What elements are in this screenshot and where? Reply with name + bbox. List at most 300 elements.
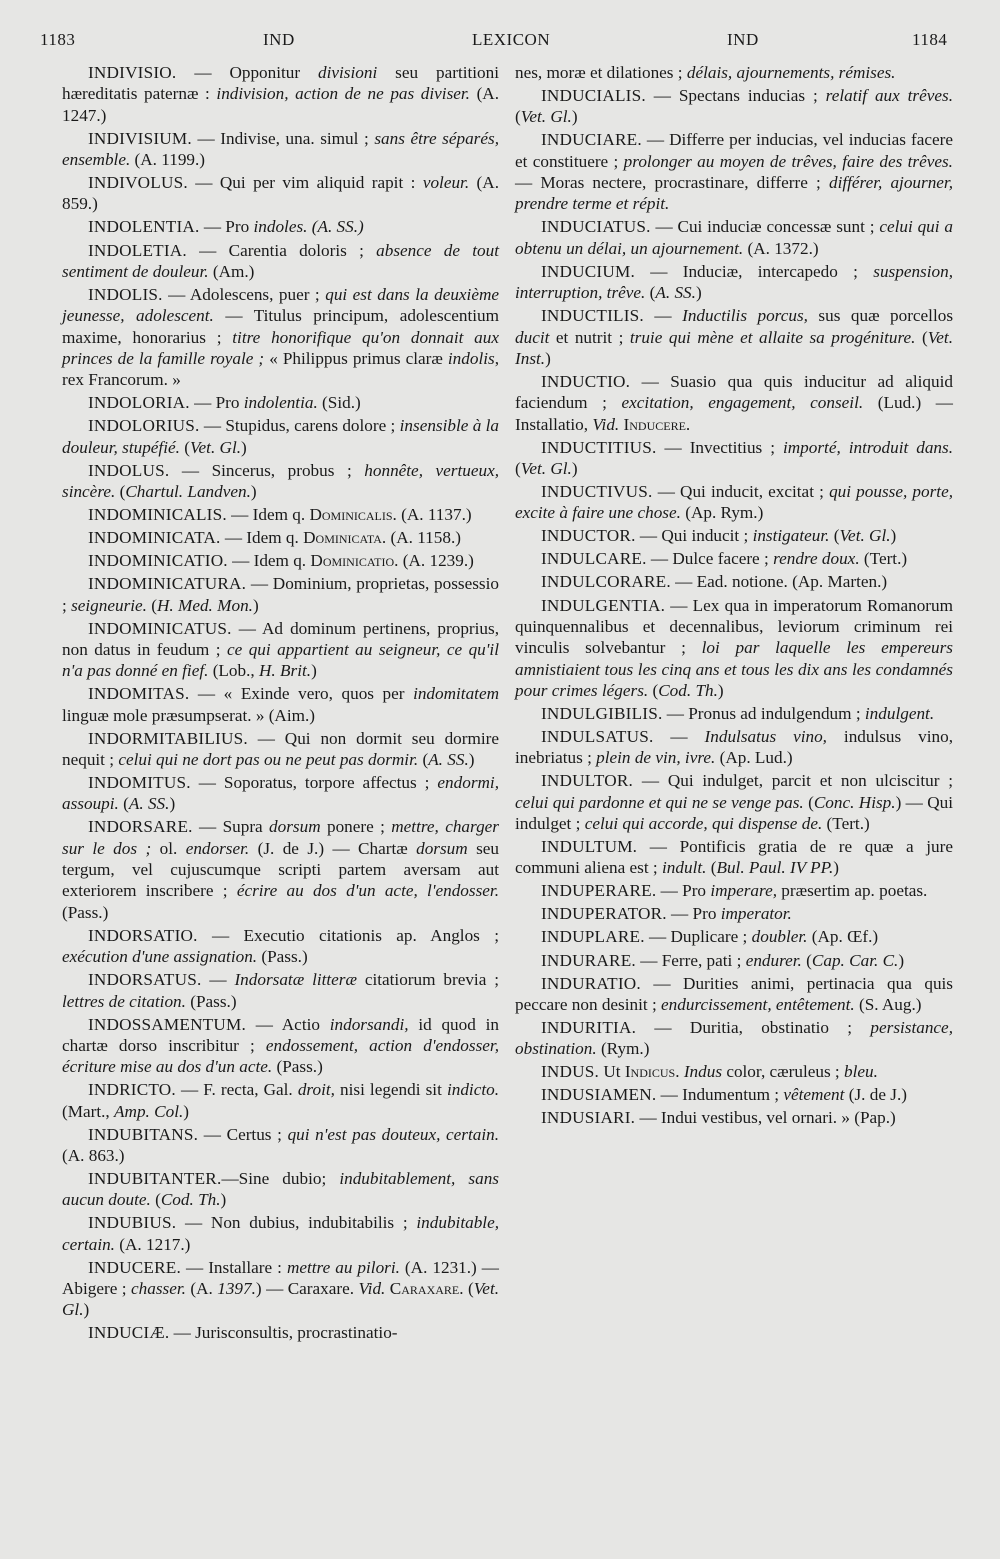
- french-gloss: ducit: [515, 327, 550, 347]
- french-gloss: Cod. Th.: [160, 1190, 221, 1210]
- definition-text: (: [648, 680, 659, 700]
- definition-text: — F. recta, Gal.: [175, 1080, 298, 1100]
- cross-reference: Dominicatio.: [310, 551, 399, 571]
- french-gloss: absence de tout sentiment de douleur.: [62, 240, 499, 281]
- french-gloss: chasser.: [131, 1279, 186, 1299]
- definition-text: ): [220, 1190, 227, 1210]
- dictionary-entry: [62, 772, 499, 815]
- definition-text: — Pro: [189, 393, 244, 413]
- french-gloss: titre honorifique qu'on donnait aux princes de la famille royale ;: [62, 327, 499, 368]
- definition-text: (Sid.): [317, 393, 361, 413]
- definition-text: ): [169, 794, 176, 814]
- cross-reference: Dominicalis.: [309, 505, 397, 525]
- definition-text: (A. 1239.): [398, 551, 474, 571]
- french-gloss: importé, introduit dans.: [782, 437, 954, 457]
- french-gloss: dorsum: [416, 838, 468, 858]
- definition-text: (A. 1158.): [386, 528, 461, 548]
- headword: INDOLETIA.: [88, 240, 187, 260]
- french-gloss: Indorsatæ litteræ: [234, 970, 357, 990]
- definition-text: (: [706, 858, 717, 878]
- french-gloss: différer, ajourner, prendre terme et répit.: [515, 173, 954, 214]
- definition-text: (Ap. Œf.): [807, 927, 879, 947]
- french-gloss: indubitablement, sans aucun doute.: [62, 1169, 499, 1210]
- definition-text: — Adolescens, puer ;: [162, 284, 326, 304]
- french-gloss: Inductilis porcus,: [682, 306, 808, 326]
- definition-text: , rex Francorum. »: [62, 348, 499, 390]
- french-gloss: Cod. Th.: [658, 680, 718, 700]
- headword: INDUCIALIS.: [541, 86, 646, 106]
- headword: INDUCIUM.: [541, 261, 635, 281]
- french-gloss: divisioni: [318, 63, 378, 82]
- definition-text: ): [468, 749, 475, 769]
- definition-text: — Ead. notione. (Ap. Marten.): [670, 572, 888, 592]
- definition-text: (: [515, 459, 521, 478]
- french-gloss: celui qui accorde, qui dispense de.: [584, 814, 823, 833]
- definition-text: — Idem q.: [227, 551, 311, 571]
- headword: INDUCERE.: [88, 1257, 181, 1277]
- french-gloss: écrire au dos d'un acte, l'endosser.: [236, 881, 499, 901]
- french-gloss: prolonger au moyen de trêves, faire des trêves.: [623, 151, 953, 171]
- headword: INDUCIÆ.: [88, 1323, 170, 1343]
- definition-text: seu partitioni hæreditatis paternæ :: [62, 63, 500, 104]
- definition-text: — Induciæ, intercapedo ;: [634, 261, 874, 281]
- dictionary-entry: [62, 460, 499, 503]
- dictionary-entry: [62, 62, 499, 126]
- french-gloss: mettre, charger sur le dos ;: [62, 817, 499, 858]
- headword: INDIVISIO.: [88, 63, 177, 82]
- definition-text: (: [146, 595, 158, 615]
- dictionary-entry: [62, 683, 499, 726]
- headword: INDUPERATOR.: [541, 904, 667, 924]
- definition-text: (J. de J.): [844, 1085, 907, 1105]
- french-gloss: qui pousse, porte, excite à faire une chose.: [515, 482, 953, 523]
- definition-text: — Installare :: [180, 1257, 287, 1277]
- dictionary-entry: [515, 880, 953, 901]
- headword: INDUCTITIUS.: [541, 437, 657, 457]
- definition-text: (A. 863.): [62, 1145, 125, 1165]
- french-gloss: exécution d'une assignation.: [62, 947, 258, 967]
- definition-text: — Idem q.: [226, 505, 310, 525]
- french-gloss: lettres de citation.: [62, 991, 186, 1011]
- definition-text: ): [545, 348, 551, 368]
- french-gloss: indivision, action de ne pas diviser.: [216, 84, 470, 104]
- dictionary-entry: [62, 728, 499, 771]
- definition-text: — Sincerus, probus ;: [169, 460, 365, 480]
- definition-text: (A. 859.): [62, 173, 499, 214]
- dictionary-entry: [515, 926, 953, 947]
- definition-text: — Actio: [245, 1014, 330, 1034]
- headword: INDUBITANS.: [88, 1124, 199, 1144]
- dictionary-entry: [515, 1017, 953, 1060]
- headword: INDUSIAMEN.: [541, 1085, 657, 1105]
- french-gloss: ce qui appartient au seigneur, ce qu'il n'a pas donné en fief.: [62, 639, 499, 681]
- french-gloss: Bul. Paul. IV PP.: [716, 858, 834, 878]
- definition-text: — Spectans inducias ;: [645, 86, 826, 106]
- definition-text: —: [643, 306, 683, 326]
- definition-text: (Tert.): [859, 549, 908, 569]
- french-gloss: qui est dans la deuxième jeunesse, adolescent.: [62, 284, 499, 326]
- definition-text: (S. Aug.): [854, 994, 922, 1014]
- cross-reference: Caraxare.: [389, 1279, 464, 1299]
- dictionary-entry: [515, 1084, 953, 1105]
- headword: INDOMINICATA.: [88, 528, 221, 548]
- dictionary-entry: [62, 1079, 499, 1122]
- dictionary-entry: [62, 415, 499, 458]
- headword: INDUBITANTER.: [88, 1169, 222, 1188]
- definition-text: (Ap. Lud.): [715, 748, 793, 768]
- french-gloss: excitation, engagement, conseil.: [621, 393, 864, 413]
- french-gloss: Indus: [683, 1062, 723, 1082]
- french-gloss: Vet. Gl.: [839, 526, 891, 546]
- definition-text: color, cæruleus ;: [722, 1062, 844, 1082]
- definition-text: nes, moræ et dilationes ;: [515, 63, 687, 82]
- definition-text: (: [150, 1190, 161, 1210]
- headword: INDRICTO.: [88, 1080, 176, 1100]
- headword: INDORMITABILIUS.: [88, 728, 248, 748]
- definition-text: ol.: [151, 838, 186, 858]
- dictionary-entry: [62, 1322, 499, 1343]
- definition-text: (Pass.): [272, 1057, 323, 1077]
- french-gloss: relatif aux trêves.: [825, 86, 953, 106]
- definition-text: — Soporatus, torpore affectus ;: [190, 773, 438, 792]
- definition-text: indulsus vino, inebriatus ;: [515, 726, 953, 768]
- french-gloss: délais, ajournements, rémises.: [686, 63, 896, 82]
- definition-text: (Ap. Rym.): [680, 503, 764, 523]
- french-gloss: doubler.: [751, 927, 808, 947]
- definition-text: — Ad dominum pertinens, proprius, non datus in feudum ;: [62, 618, 499, 659]
- dictionary-entry: [62, 816, 499, 923]
- dictionary-entry: [515, 261, 953, 304]
- definition-text: —: [201, 970, 235, 990]
- definition-text: — Stupidus, carens dolore ;: [199, 416, 400, 436]
- left-page-number: 1183: [40, 30, 76, 49]
- french-gloss: droit,: [297, 1080, 335, 1100]
- right-running-head: IND: [727, 30, 759, 49]
- french-gloss: dorsum: [269, 817, 321, 837]
- french-gloss: Vid.: [592, 414, 620, 434]
- headword: INDOMINICATURA.: [88, 574, 247, 594]
- french-gloss: truie qui mène et allaite sa progéniture.: [629, 327, 916, 347]
- definition-text: (Mart.,: [62, 1101, 115, 1121]
- definition-text: — Executio citationis ap. Anglos ;: [197, 925, 499, 945]
- headword: INDUCTIVUS.: [541, 482, 653, 502]
- definition-text: (Pass.): [62, 902, 109, 922]
- headword: INDULGENTIA.: [541, 595, 666, 615]
- definition-text: — Pro: [666, 904, 721, 924]
- french-gloss: celui qui ne dort pas ou ne peut pas dormir.: [118, 749, 419, 769]
- dictionary-entry: [515, 525, 953, 546]
- definition-text: — Carentia doloris ;: [186, 240, 377, 260]
- headword: INDUBIUS.: [88, 1213, 177, 1233]
- french-gloss: mettre au pilori.: [286, 1257, 400, 1277]
- french-gloss: endorser.: [185, 838, 250, 858]
- headword: INDUCIATUS.: [541, 217, 651, 237]
- headword: INDULTUM.: [541, 837, 638, 857]
- dictionary-entry: [515, 1107, 953, 1128]
- definition-text: — Opponitur: [176, 63, 319, 82]
- definition-text: (A. 1137.): [396, 505, 472, 525]
- dictionary-entry: [62, 240, 499, 283]
- definition-text: —Sine dubio;: [221, 1169, 340, 1188]
- definition-text: (: [463, 1279, 474, 1299]
- definition-text: ): [695, 283, 702, 303]
- dictionary-entry: [62, 925, 499, 968]
- definition-text: (Lud.) — Installatio,: [515, 393, 953, 434]
- definition-text: (: [829, 526, 840, 546]
- definition-text: ): [571, 107, 578, 127]
- dictionary-entry: [515, 548, 953, 569]
- dictionary-entry: [62, 1212, 499, 1255]
- definition-text: — Pro: [656, 881, 711, 901]
- definition-text: — Indumentum ;: [656, 1085, 784, 1105]
- definition-text: ponere ;: [320, 817, 392, 837]
- headword: INDULTOR.: [541, 771, 634, 791]
- dictionary-entry: [515, 1061, 953, 1082]
- definition-text: (A. 1217.): [114, 1234, 191, 1254]
- definition-text: — Moras nectere, procrastinare, differre ;: [515, 173, 829, 193]
- french-gloss: H. Med. Mon.: [157, 595, 253, 615]
- dictionary-entry: [515, 726, 953, 769]
- dictionary-entry: [515, 62, 953, 83]
- french-gloss: Chartul. Landven.: [125, 482, 251, 502]
- french-gloss: indicto.: [446, 1080, 499, 1100]
- french-gloss: indolis: [447, 348, 495, 368]
- right-page-number: 1184: [912, 30, 948, 49]
- headword: INDOSSAMENTUM.: [88, 1014, 246, 1034]
- headword: INDOMINICATUS.: [88, 618, 232, 638]
- dictionary-entry: [515, 437, 953, 480]
- dictionary-entry: [515, 85, 953, 128]
- french-gloss: indubitable, certain.: [62, 1213, 499, 1254]
- headword: INDUPLARE.: [541, 927, 645, 947]
- headword: INDIVISIUM.: [88, 128, 192, 148]
- definition-text: — Invectitius ;: [656, 437, 783, 457]
- headword: INDUCTILIS.: [541, 306, 644, 326]
- french-gloss: Amp. Col.: [114, 1101, 184, 1121]
- definition-text: id quod in chartæ dorso inscribitur ;: [62, 1014, 499, 1055]
- french-gloss: H. Brit.: [259, 661, 312, 681]
- definition-text: — Durities animi, pertinacia qua quis peccare non desinit ;: [515, 973, 953, 1014]
- dictionary-entry: [515, 305, 953, 369]
- definition-text: ) — Caraxare.: [255, 1279, 359, 1299]
- definition-text: (: [515, 107, 521, 127]
- french-gloss: Indulsatus vino,: [704, 726, 827, 746]
- headword: INDUCIARE.: [541, 130, 642, 150]
- french-gloss: indolentia.: [243, 393, 318, 413]
- definition-text: præsertim ap. poetas.: [777, 881, 928, 901]
- headword: INDULCORARE.: [541, 572, 671, 592]
- headword: INDULSATUS.: [541, 726, 654, 746]
- definition-text: ): [252, 595, 259, 615]
- dictionary-entry: [515, 973, 953, 1016]
- headword: INDURITIA.: [541, 1017, 637, 1037]
- french-gloss: endurer.: [745, 950, 802, 970]
- headword: INDOLORIUS.: [88, 416, 200, 436]
- dictionary-entry: [62, 128, 499, 171]
- headword: INDOMITAS.: [88, 684, 190, 704]
- definition-text: ): [717, 680, 724, 700]
- dictionary-entry: [515, 481, 953, 524]
- french-gloss: imperare,: [710, 881, 777, 901]
- french-gloss: Vet. Gl.: [520, 459, 572, 478]
- dictionary-entry: [515, 129, 953, 214]
- definition-text: ): [183, 1101, 189, 1121]
- headword: INDULCARE.: [541, 549, 647, 569]
- definition-text: — Pontificis gratia de re quæ a jure communi aliena est ;: [515, 837, 953, 878]
- french-gloss: Vet. Gl.: [189, 437, 242, 457]
- cross-reference: Dominicata.: [303, 528, 387, 548]
- dictionary-entry: [62, 216, 499, 237]
- headword: INDORSATIO.: [88, 925, 198, 945]
- definition-text: — Differre per inducias, vel inducias facere et constituere ;: [515, 130, 953, 171]
- french-gloss: Cap. Car. C.: [811, 950, 899, 970]
- dictionary-entry: [62, 1014, 499, 1078]
- definition-text: ): [311, 661, 317, 681]
- french-gloss: vêtement: [783, 1085, 845, 1105]
- definition-text: citatiorum brevia ;: [356, 970, 499, 990]
- french-gloss: plein de vin, ivre.: [596, 748, 716, 768]
- french-gloss: rendre doux.: [773, 549, 860, 569]
- right-column: [515, 62, 953, 1130]
- definition-text: ): [83, 1300, 90, 1320]
- definition-text: — Titulus principum, adolescentium maxime, honorarius ;: [62, 306, 499, 347]
- definition-text: ): [250, 482, 257, 502]
- dictionary-entry: [62, 284, 499, 391]
- definition-text: sus quæ porcellos: [807, 306, 954, 326]
- dictionary-entry: [515, 836, 953, 879]
- definition-text: Ut: [599, 1062, 625, 1082]
- definition-text: — Ferre, pati ;: [635, 950, 746, 970]
- dictionary-entry: [515, 571, 953, 592]
- french-gloss: celui qui pardonne et qui ne se venge pas.: [515, 792, 804, 812]
- french-gloss: loi par laquelle les empereurs amnistiaient tous les cinq ans et tous les dix ans les condamnés pour crimes légers.: [515, 638, 953, 700]
- definition-text: ): [890, 526, 897, 546]
- definition-text: (J. de J.) — Chartæ: [249, 838, 417, 858]
- dictionary-entry: [62, 172, 499, 215]
- dictionary-entry: [62, 1168, 499, 1211]
- dictionary-entry: [515, 371, 953, 435]
- dictionary-entry: [62, 504, 499, 525]
- left-running-head: IND: [263, 30, 295, 49]
- definition-text: (: [915, 327, 928, 347]
- french-gloss: Conc. Hisp.: [813, 792, 896, 812]
- definition-text: et nutrit ;: [549, 327, 630, 347]
- definition-text: ): [241, 437, 247, 457]
- definition-text: (: [645, 283, 656, 303]
- definition-text: — Indui vestibus, vel ornari. » (Pap.): [635, 1108, 896, 1128]
- definition-text: (: [115, 482, 126, 502]
- dictionary-entry: [515, 595, 953, 702]
- definition-text: — Supra: [192, 817, 270, 837]
- french-gloss: A. SS.: [655, 283, 696, 303]
- french-gloss: suspension, interruption, trêve.: [515, 261, 953, 303]
- french-gloss: indult.: [662, 858, 707, 878]
- definition-text: — Qui indulget, parcit et non ulciscitur ;: [633, 771, 953, 791]
- definition-text: (: [179, 437, 190, 457]
- french-gloss: endormi, assoupi.: [62, 773, 499, 814]
- dictionary-entry: [62, 573, 499, 616]
- definition-text: (Pass.): [185, 991, 237, 1011]
- definition-text: — « Exinde vero, quos per: [189, 684, 414, 704]
- headword: INDORSARE.: [88, 817, 193, 837]
- dictionary-entry: [62, 1124, 499, 1167]
- definition-text: — Qui inducit, excitat ;: [652, 482, 830, 502]
- definition-text: — Lex qua in imperatorum Romanorum quinquennalibus et decennalibus, leviorum criminum rei vinculis solvebantur ;: [515, 595, 953, 658]
- dictionary-entry: [62, 1257, 499, 1321]
- dictionary-entry: [515, 770, 953, 834]
- french-gloss: Vid.: [358, 1279, 386, 1299]
- definition-text: (: [803, 792, 814, 812]
- french-gloss: 1397.: [217, 1279, 256, 1299]
- definition-text: (A. 1372.): [743, 238, 819, 258]
- french-gloss: insensible à la douleur, stupéfié.: [62, 416, 499, 457]
- headword: INDUCTIO.: [541, 371, 631, 391]
- dictionary-entry: [515, 703, 953, 724]
- dictionary-entry: [62, 527, 499, 548]
- french-gloss: Vet. Inst.: [515, 327, 953, 368]
- french-gloss: Vet. Gl.: [520, 107, 572, 127]
- definition-text: (: [801, 950, 812, 970]
- dictionary-entry: [62, 969, 499, 1012]
- definition-text: — Suasio qua quis inducitur ad aliquid faciendum ;: [515, 371, 953, 413]
- cross-reference: Indicus.: [624, 1062, 680, 1082]
- dictionary-entry: [62, 392, 499, 413]
- headword: INDORSATUS.: [88, 970, 202, 990]
- definition-text: ): [571, 459, 578, 478]
- french-gloss: seigneurie.: [71, 595, 147, 615]
- definition-text: (Pass.): [257, 947, 308, 967]
- dictionary-entry: [515, 216, 953, 259]
- french-gloss: endurcissement, entêtement.: [661, 994, 855, 1014]
- definition-text: (Tert.): [822, 814, 870, 833]
- headword: INDURARE.: [541, 950, 636, 970]
- french-gloss: Vet. Gl.: [62, 1279, 500, 1320]
- definition-text: (Rym.): [596, 1039, 650, 1059]
- headword: INDOLORIA.: [88, 393, 190, 413]
- definition-text: — Dulce facere ;: [646, 549, 774, 569]
- definition-text: — Non dubius, indubitabilis ;: [176, 1213, 417, 1233]
- definition-text: — Jurisconsultis, procrastinatio-: [169, 1323, 398, 1343]
- left-column: [62, 62, 499, 1346]
- headword: INDULGIBILIS.: [541, 703, 663, 723]
- definition-text: linguæ mole præsumpserat. » (Aim.): [62, 705, 316, 725]
- definition-text: (A. 1199.): [130, 150, 206, 170]
- french-gloss: A. SS.: [128, 794, 170, 814]
- french-gloss: endossement, action d'endosser, écriture mise au dos d'un acte.: [62, 1035, 499, 1077]
- french-gloss: honnête, vertueux, sincère.: [62, 460, 499, 502]
- definition-text: — Duritia, obstinatio ;: [636, 1017, 871, 1037]
- definition-text: — Idem q.: [220, 528, 304, 548]
- definition-text: ): [833, 858, 839, 878]
- definition-text: — Pronus ad indulgendum ;: [662, 703, 865, 723]
- definition-text: —: [653, 726, 705, 746]
- definition-text: — Certus ;: [198, 1124, 288, 1144]
- french-gloss: instigateur.: [752, 526, 830, 546]
- headword: INDOLIS.: [88, 284, 163, 304]
- definition-text: (A.: [185, 1279, 218, 1299]
- french-gloss: indomitatem: [413, 684, 499, 704]
- cross-reference: Inducere.: [623, 414, 691, 434]
- definition-text: « Philippus primus claræ: [264, 348, 448, 368]
- headword: INDIVOLUS.: [88, 173, 188, 193]
- dictionary-entry: [62, 550, 499, 571]
- headword: INDOMINICATIO.: [88, 551, 228, 571]
- dictionary-entry: [515, 903, 953, 924]
- definition-text: — Pro: [199, 217, 254, 237]
- french-gloss: sans être séparés, ensemble.: [62, 128, 499, 170]
- definition-text: — Qui non dormit seu dormire nequit ;: [62, 728, 499, 769]
- headword: INDUCTOR.: [541, 526, 636, 546]
